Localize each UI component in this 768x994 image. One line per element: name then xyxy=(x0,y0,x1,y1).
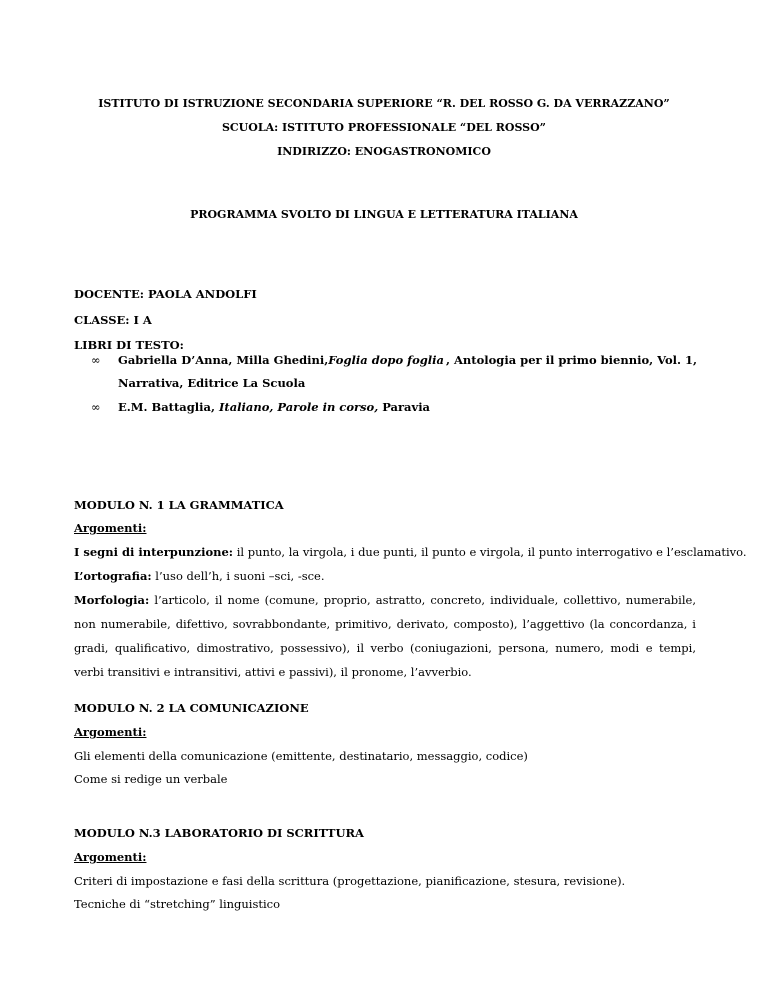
book-authors: E.M. Battaglia, xyxy=(118,400,219,414)
topics-label: Argomenti: xyxy=(74,850,147,864)
topic-label: Morfologia: xyxy=(74,593,150,607)
topic-item: Come si redige un verbale xyxy=(74,772,228,786)
topic-text: l’articolo, il nome (comune, proprio, astratto, concreto, individuale, collettivo, numerabile, non numerabile, difettivo, sovrabbondante, primitivo, derivato, composto), l’aggettivo (la concordanza, i gradi, qualificativo, dimostrativo, possessivo), il verbo (coniugazioni, persona, numero, modi e tempi, verbi transitivi e intransitivi, attivi e passivi), il pronome, l’avverbio. xyxy=(74,593,696,679)
topic-item: Gli elementi della comunicazione (emittente, destinatario, messaggio, codice) xyxy=(74,749,528,763)
module-heading: MODULO N.3 LABORATORIO DI SCRITTURA xyxy=(74,826,364,840)
institute-name: ISTITUTO DI ISTRUZIONE SECONDARIA SUPERIORE “R. DEL ROSSO G. DA VERRAZZANO” xyxy=(98,97,670,110)
books-label: LIBRI DI TESTO: xyxy=(74,338,184,352)
bullet-icon: ∞ xyxy=(91,400,101,414)
teacher-line: DOCENTE: PAOLA ANDOLFI xyxy=(74,287,257,301)
school-address: INDIRIZZO: ENOGASTRONOMICO xyxy=(277,145,491,158)
topics-label: Argomenti: xyxy=(74,521,147,535)
program-title: PROGRAMMA SVOLTO DI LINGUA E LETTERATURA ITALIANA xyxy=(190,208,578,221)
book-title: Foglia dopo foglia xyxy=(328,353,444,367)
book-authors: Gabriella D’Anna, Milla Ghedini, xyxy=(118,353,329,367)
book-details: , Antologia per il primo biennio, Vol. 1, xyxy=(445,353,698,367)
school-name: SCUOLA: ISTITUTO PROFESSIONALE “DEL ROSSO” xyxy=(221,121,547,134)
book-item xyxy=(118,400,430,414)
book-details: Paravia xyxy=(378,400,431,414)
topic-label: I segni di interpunzione: xyxy=(74,545,234,559)
module-heading: MODULO N. 1 LA GRAMMATICA xyxy=(74,498,284,512)
topic-item: Criteri di impostazione e fasi della scrittura (progettazione, pianificazione, stesura, revisione). xyxy=(74,874,626,888)
book-details-continued: Narrativa, Editrice La Scuola xyxy=(118,376,306,390)
topic-label: L’ortografia: xyxy=(74,569,152,583)
topic-item: Tecniche di “stretching” linguistico xyxy=(74,897,281,911)
topic-punctuation xyxy=(74,545,747,559)
module-heading: MODULO N. 2 LA COMUNICAZIONE xyxy=(74,701,309,715)
class-line: CLASSE: I A xyxy=(74,313,152,327)
book-title: Italiano, Parole in corso, xyxy=(219,400,379,414)
topic-text: il punto, la virgola, i due punti, il punto e virgola, il punto interrogativo e l’esclamativo. xyxy=(233,545,747,559)
bullet-icon: ∞ xyxy=(91,353,101,367)
topic-orthography xyxy=(74,569,696,583)
topic-morphology xyxy=(74,588,696,684)
topics-label: Argomenti: xyxy=(74,725,147,739)
book-line xyxy=(118,353,696,367)
topic-text: l’uso dell’h, i suoni –sci, -sce. xyxy=(151,569,325,583)
